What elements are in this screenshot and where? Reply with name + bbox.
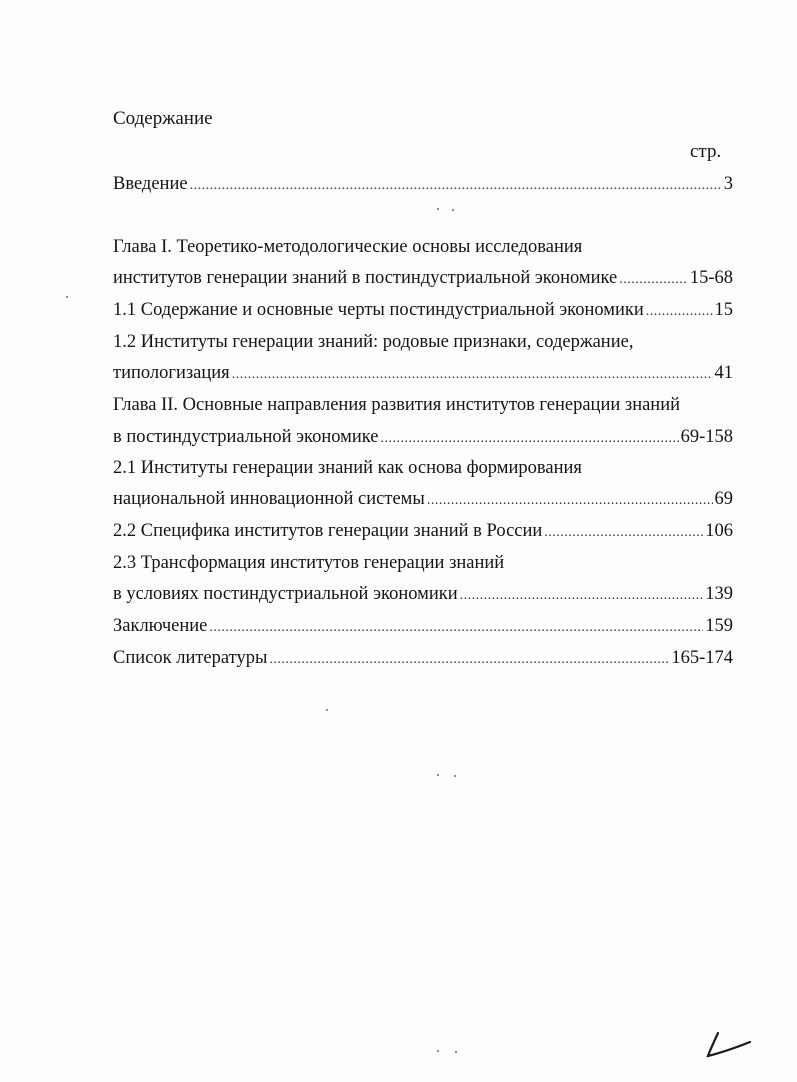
toc-entry-title: Введение <box>113 174 188 194</box>
toc-entry-chapter2 <box>113 425 733 451</box>
toc-entry-page: 106 <box>705 521 733 541</box>
dot-leader <box>619 268 688 292</box>
toc-entry-chapter1 <box>113 266 733 292</box>
toc-entry-title: в условиях постиндустриальной экономики <box>113 584 458 604</box>
dot-leader <box>381 427 679 451</box>
toc-entry-page: 139 <box>705 584 733 604</box>
scan-speck <box>452 209 454 211</box>
toc-entry-title: институтов генерации знаний в постиндустриальной экономике <box>113 268 618 288</box>
page-column-label: стр. <box>690 141 722 162</box>
toc-section-2-3-line1: 2.3 Трансформация институтов генерации знаний <box>113 553 505 573</box>
toc-chapter1-line1: Глава I. Теоретико-методологические основы исследования <box>113 237 583 257</box>
dot-leader <box>232 363 713 387</box>
toc-entry-page: 41 <box>714 363 733 383</box>
toc-entry-section-1-2 <box>113 361 733 387</box>
handwritten-mark-icon <box>704 1030 754 1060</box>
toc-entry-section-1-1 <box>113 298 733 324</box>
toc-entry-pages: 69-158 <box>680 427 733 447</box>
scan-speck <box>437 208 439 210</box>
toc-entry-conclusion <box>113 614 733 640</box>
toc-entry-section-2-1 <box>113 487 733 513</box>
toc-entry-page: 15 <box>714 300 733 320</box>
dot-leader <box>269 648 669 672</box>
scan-speck <box>326 709 328 711</box>
scan-speck <box>454 775 456 777</box>
toc-entry-title: Заключение <box>113 616 208 636</box>
toc-entry-intro <box>113 172 733 198</box>
toc-section-1-2-line1: 1.2 Институты генерации знаний: родовые признаки, содержание, <box>113 332 634 352</box>
toc-heading: Содержание <box>113 108 213 129</box>
toc-entry-section-2-3 <box>113 582 733 608</box>
dot-leader <box>427 489 713 513</box>
toc-entry-pages: 165-174 <box>671 648 733 668</box>
dot-leader <box>209 616 703 640</box>
scan-speck <box>455 1051 457 1053</box>
toc-entry-title: Список литературы <box>113 648 268 668</box>
scan-speck <box>437 1050 439 1052</box>
toc-entry-references <box>113 646 733 672</box>
toc-entry-page: 3 <box>723 174 733 194</box>
scan-speck <box>66 296 68 298</box>
dot-leader <box>646 300 713 324</box>
scan-speck <box>437 774 439 776</box>
toc-entry-title: 2.2 Специфика институтов генерации знаний в России <box>113 521 543 541</box>
toc-entry-page: 69 <box>714 489 733 509</box>
toc-entry-page: 159 <box>705 616 733 636</box>
toc-entry-title: в постиндустриальной экономике <box>113 427 379 447</box>
dot-leader <box>190 174 722 198</box>
dot-leader <box>460 584 704 608</box>
dot-leader <box>544 521 703 545</box>
toc-entry-pages: 15-68 <box>689 268 733 288</box>
toc-section-2-1-line1: 2.1 Институты генерации знаний как основа формирования <box>113 458 582 478</box>
toc-entry-title: типологизация <box>113 363 230 383</box>
toc-entry-title: национальной инновационной системы <box>113 489 425 509</box>
toc-chapter2-line1: Глава II. Основные направления развития институтов генерации знаний <box>113 395 681 415</box>
toc-entry-section-2-2 <box>113 519 733 545</box>
toc-entry-title: 1.1 Содержание и основные черты постиндустриальной экономики <box>113 300 644 320</box>
